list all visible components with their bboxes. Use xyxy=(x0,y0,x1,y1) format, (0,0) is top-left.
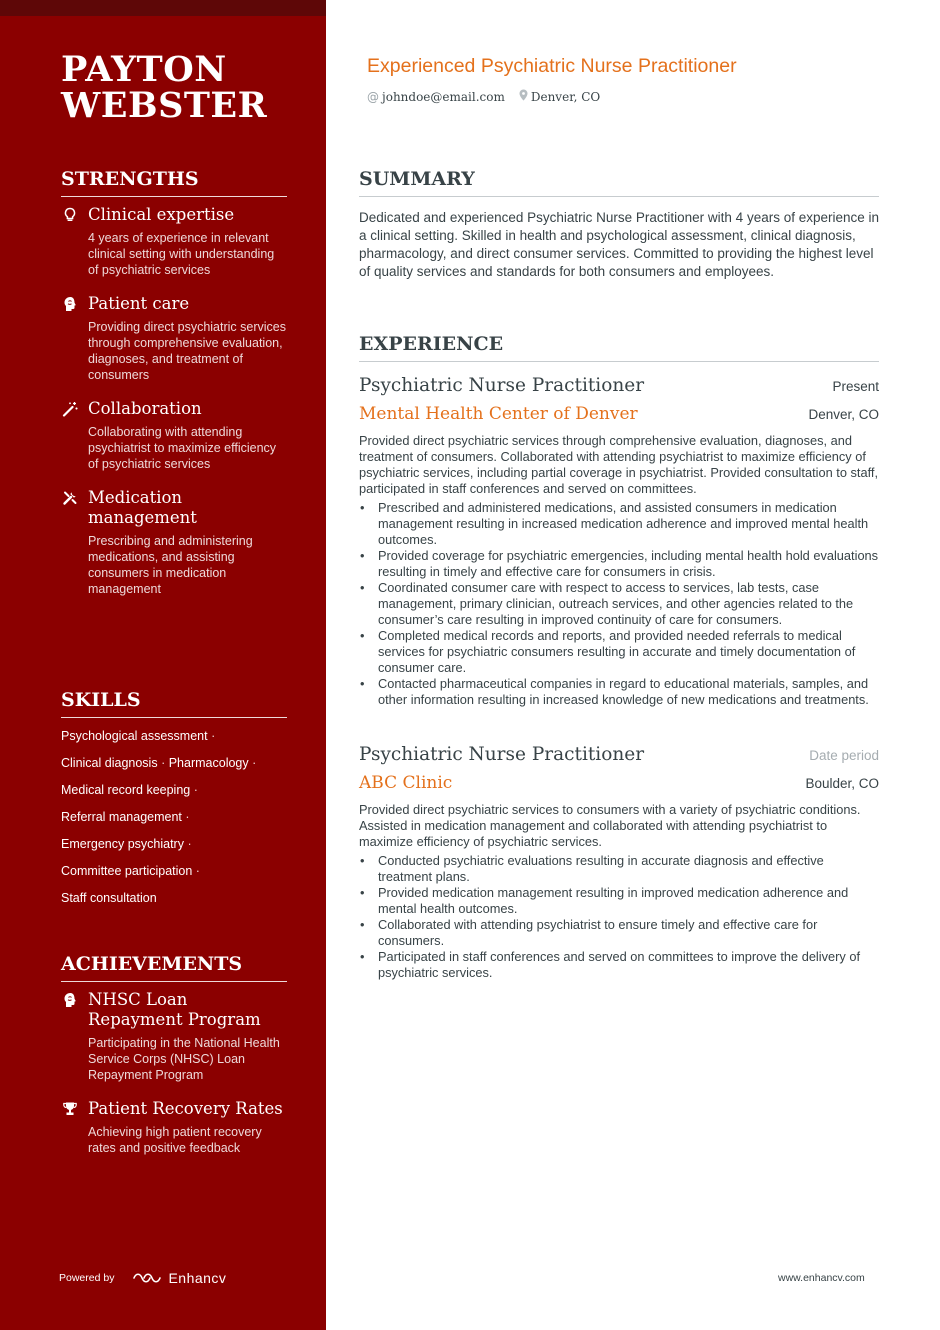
job-header xyxy=(359,374,879,398)
magic-wand-icon xyxy=(62,401,78,417)
strength-title: Clinical expertise xyxy=(88,205,235,224)
job-description: Provided direct psychiatric services to consumers with a variety of psychiatric conditions. Assisted in medication management and collaborated with attending psychiatrist to maximize efficiency of psychiatric services. xyxy=(359,802,861,849)
skills-title: SKILLS xyxy=(61,689,287,718)
powered-by xyxy=(59,1270,226,1286)
job-bullet: • Contacted pharmaceutical companies in regard to educational materials, samples, and other information resulting in increased knowledge of new medications and treatments. xyxy=(359,676,879,708)
job-date: Date period xyxy=(809,748,879,763)
footer-url-link[interactable]: www.enhancv.com xyxy=(778,1272,865,1284)
head-brain-icon xyxy=(62,992,78,1008)
sidebar-top-band xyxy=(0,0,326,16)
strengths-section xyxy=(61,168,287,597)
skill-tag: Committee participation xyxy=(61,864,193,878)
skills-section xyxy=(61,689,287,917)
job-location: Boulder, CO xyxy=(805,776,879,791)
job-company: ABC Clinic xyxy=(359,773,453,793)
skill-row xyxy=(61,863,287,879)
contact-email[interactable] xyxy=(367,90,505,104)
enhancv-brand: Enhancv xyxy=(168,1270,227,1286)
enhancv-logo[interactable] xyxy=(132,1270,226,1286)
job-bullet: • Completed medical records and reports, and provided needed referrals to medical services for psychiatric consumers resulting in accurate and timely documentation of consumer care. xyxy=(359,628,879,676)
enhancv-logo-icon xyxy=(132,1271,162,1285)
contact-info xyxy=(367,89,614,104)
head-brain-icon xyxy=(62,296,78,312)
skill-separator: · xyxy=(195,864,200,878)
strength-item xyxy=(61,399,287,472)
experience-entry xyxy=(359,743,879,981)
summary-title: SUMMARY xyxy=(359,168,879,197)
job-bullets xyxy=(359,853,879,981)
skill-separator: · xyxy=(252,756,257,770)
sidebar xyxy=(0,0,326,1330)
name-line-1: PAYTON xyxy=(61,49,227,90)
location-pin-icon xyxy=(519,89,528,104)
skill-tag: Psychological assessment xyxy=(61,729,208,743)
skill-row xyxy=(61,728,287,744)
strength-item xyxy=(61,294,287,383)
achievement-title: NHSC Loan Repayment Program xyxy=(88,990,261,1029)
job-date: Present xyxy=(832,379,879,394)
skill-tag: Clinical diagnosis xyxy=(61,756,158,770)
skill-tag: Pharmacology xyxy=(168,756,249,770)
achievement-description: Participating in the National Health Service Corps (NHSC) Loan Repayment Program xyxy=(88,1036,280,1082)
skill-separator: · xyxy=(211,729,216,743)
skill-tag: Referral management xyxy=(61,810,182,824)
skills-list xyxy=(61,728,287,906)
candidate-name xyxy=(61,49,301,126)
job-header xyxy=(359,743,879,767)
skill-tag: Emergency psychiatry xyxy=(61,837,184,851)
strengths-title: STRENGTHS xyxy=(61,168,287,197)
contact-location xyxy=(519,89,600,104)
skill-separator: · xyxy=(187,837,192,851)
skill-row xyxy=(61,836,287,852)
achievements-section xyxy=(61,953,287,1156)
job-bullet: • Provided coverage for psychiatric emergencies, including mental health hold evaluations resulting in timely and effective care for consumers in crisis. xyxy=(359,548,879,580)
lightbulb-icon xyxy=(62,207,78,223)
job-title: Psychiatric Nurse Practitioner xyxy=(359,744,645,765)
achievement-item xyxy=(61,990,287,1083)
job-title: Psychiatric Nurse Practitioner xyxy=(359,375,645,396)
skill-separator: · xyxy=(161,756,166,770)
job-bullet: • Provided medication management resulting in improved medication adherence and mental health outcomes. xyxy=(359,885,879,917)
location-text: Denver, CO xyxy=(530,89,601,104)
trophy-icon xyxy=(62,1101,78,1117)
job-bullet: • Participated in staff conferences and served on committees to improve the delivery of psychiatric services. xyxy=(359,949,879,981)
name-line-2: WEBSTER xyxy=(61,85,268,126)
strength-item xyxy=(61,205,287,278)
at-icon: @ xyxy=(367,89,379,104)
job-bullet: • Conducted psychiatric evaluations resulting in accurate diagnosis and effective treatment plans. xyxy=(359,853,879,885)
strength-item xyxy=(61,488,287,597)
job-bullet: • Prescribed and administered medications, and assisted consumers in medication management resulting in increased medication adherence and improved mental health outcomes. xyxy=(359,500,879,548)
job-bullet: • Collaborated with attending psychiatrist to ensure timely and effective care for consumers. xyxy=(359,917,879,949)
achievement-item xyxy=(61,1099,287,1156)
strength-title: Patient care xyxy=(88,294,190,313)
skill-row xyxy=(61,890,287,906)
strength-description: 4 years of experience in relevant clinical setting with understanding of psychiatric services xyxy=(88,231,275,277)
job-location: Denver, CO xyxy=(808,407,879,422)
skill-row xyxy=(61,782,287,798)
skill-tag: Staff consultation xyxy=(61,891,157,905)
skill-separator: · xyxy=(185,810,190,824)
experience-entry xyxy=(359,374,879,708)
job-subheader xyxy=(359,767,879,795)
job-bullets xyxy=(359,500,879,708)
email-text: johndoe@email.com xyxy=(382,89,505,104)
skill-row xyxy=(61,755,287,771)
job-bullet: • Coordinated consumer care with respect to access to services, lab tests, case management, primary clinician, outreach services, and other agencies related to the consumer’s care resulting in improved continuity of care for consumers. xyxy=(359,580,879,628)
strength-title: Collaboration xyxy=(88,399,202,418)
strength-description: Collaborating with attending psychiatrist to maximize efficiency of psychiatric services xyxy=(88,425,277,471)
job-subheader xyxy=(359,398,879,426)
skill-row xyxy=(61,809,287,825)
tools-icon xyxy=(62,490,78,506)
achievement-description: Achieving high patient recovery rates and positive feedback xyxy=(88,1125,262,1155)
achievements-title: ACHIEVEMENTS xyxy=(61,953,287,982)
strength-description: Prescribing and administering medications, and assisting consumers in medication management xyxy=(88,534,253,596)
skill-separator: · xyxy=(193,783,198,797)
job-description: Provided direct psychiatric services through comprehensive evaluation, diagnoses, and treatment of consumers. Collaborated with attending psychiatrist to maximize efficiency of psychiatric services, including partial coverage in psychiatrist. Provided consultation to staff, participated in staff conferences and served on committees. xyxy=(359,433,878,496)
summary-text: Dedicated and experienced Psychiatric Nurse Practitioner with 4 years of experience in a clinical setting. Skilled in health and psychological assessment, clinical diagnosis, pharmacology, and direct consumer services. Committed to providing the highest level of quality services and standards for both consumers and employees. xyxy=(359,210,880,279)
skill-tag: Medical record keeping xyxy=(61,783,191,797)
achievement-title: Patient Recovery Rates xyxy=(88,1099,283,1118)
experience-title: EXPERIENCE xyxy=(359,333,879,362)
headline: Experienced Psychiatric Nurse Practitioner xyxy=(367,55,737,77)
powered-by-label: Powered by xyxy=(59,1272,115,1284)
strength-description: Providing direct psychiatric services through comprehensive evaluation, diagnoses, and treatment of consumers xyxy=(88,320,286,382)
job-company: Mental Health Center of Denver xyxy=(359,404,638,424)
strength-title: Medication management xyxy=(88,488,197,527)
